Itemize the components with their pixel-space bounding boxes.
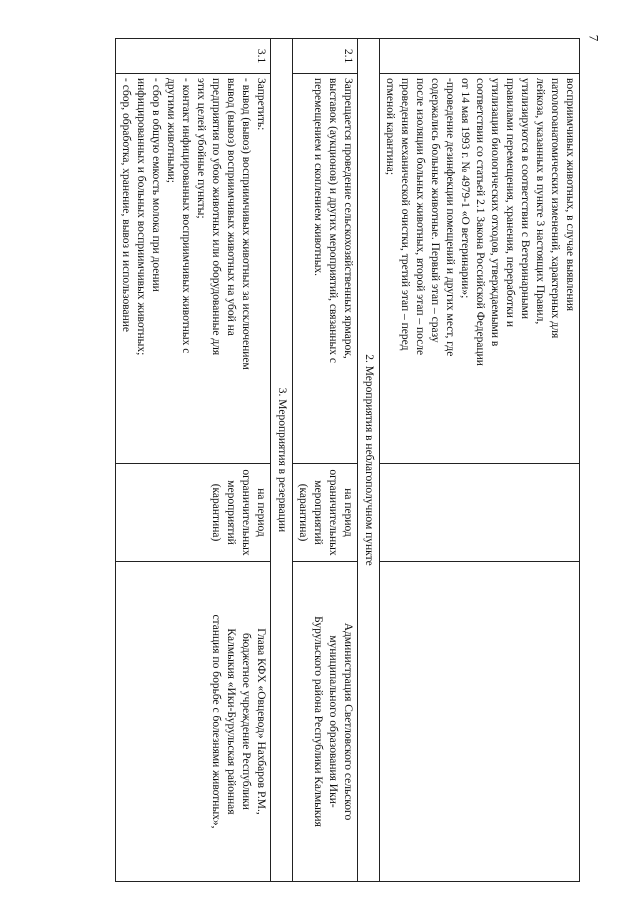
- term-text: [380, 464, 580, 562]
- measure-text-line: вывод (вывоз) восприимчивых животных на убой на: [225, 78, 237, 336]
- item-number: 2.1: [293, 39, 358, 74]
- item-number: 3.1: [116, 39, 271, 74]
- measure-text-line: утилизации биологических отходов, утверждаемыми в: [489, 78, 501, 347]
- term-text-line: на период: [342, 488, 354, 537]
- section-title: 2. Мероприятия в неблагополучном пункте: [358, 39, 380, 882]
- term-text-line: мероприятий: [225, 480, 237, 545]
- measure-text-line: перемещением и скоплением животных.: [312, 78, 324, 277]
- measure-text-line: этих целей убойные пункты;: [195, 78, 207, 219]
- measure-text-line: соответствии со статьей 2.1 Закона Российской Федерации: [474, 78, 486, 366]
- measure-text-line: отменой карантина;: [384, 78, 396, 176]
- responsible-text-line: Администрация Светловского сельского: [342, 622, 354, 821]
- measure-text-line: - сбор, обработка, хранение, вывоз и использование: [120, 78, 132, 332]
- responsible-text: [293, 562, 358, 882]
- measure-text-line: Запрещается проведение сельскохозяйственных ярмарок,: [342, 78, 354, 359]
- measure-text-line: выставок (аукционов) и других мероприятий, связанных с: [327, 78, 339, 364]
- measure-text: [293, 74, 358, 464]
- measure-text-line: утилизируются в соответствии с Ветеринарными: [519, 78, 531, 320]
- responsible-text: [116, 562, 271, 882]
- table-row: [116, 39, 271, 882]
- table-row: [380, 39, 580, 882]
- term-text-line: (карантина): [210, 483, 222, 542]
- measure-text-line: после изоляции больных животных, второй этап – после: [414, 78, 426, 356]
- section-header-row: [271, 39, 293, 882]
- measure-text-line: проведения механической очистки, третий этап – перед: [399, 78, 411, 351]
- measure-text-line: -проведение дезинфекции помещений и других мест, где: [444, 78, 456, 357]
- measure-text-line: предприятия по убою животных или оборудованные для: [210, 78, 222, 356]
- measure-text-line: правилами перемещения, хранения, переработки и: [504, 78, 516, 327]
- measure-text-line: восприимчивых животных, в случае выявления: [564, 78, 576, 312]
- term-text-line: ограничительных: [327, 469, 339, 556]
- responsible-text-line: Глава КФХ «Овцевод» Нахбаров Р.М.,: [255, 628, 267, 815]
- document-sheet: [60, 38, 580, 881]
- term-text: [293, 464, 358, 562]
- measure-text-line: другими животными;: [165, 78, 177, 183]
- responsible-text-line: бюджетное учреждение Республики: [240, 633, 252, 810]
- item-number: [380, 39, 580, 74]
- page-number: 7: [586, 34, 602, 42]
- measure-text: [116, 74, 271, 464]
- measure-text-line: инфицированных и больных восприимчивых животных;: [135, 78, 147, 356]
- measure-text-line: - вывод (вывоз) восприимчивых животных за исключением: [240, 78, 252, 370]
- term-text: [116, 464, 271, 562]
- measure-text-line: патологоанатомических изменений, характерных для: [549, 78, 561, 339]
- responsible-text-line: Калмыкия «Ики-Бурульская районная: [225, 628, 237, 815]
- responsible-text: [380, 562, 580, 882]
- measure-text: [380, 74, 580, 464]
- responsible-text-line: муниципального образования Ики-: [327, 635, 339, 808]
- measure-text-line: - сбор в общую емкость молока при доении: [150, 78, 162, 292]
- section-header-row: [358, 39, 380, 882]
- measure-text-line: содержались больные животные. Первый этап – сразу: [429, 78, 441, 343]
- measures-table-body: [116, 39, 580, 882]
- term-text-line: ограничительных: [240, 469, 252, 556]
- measure-text-line: от 14 мая 1993 г. № 4979-1 «О ветеринарии»;: [459, 78, 471, 299]
- responsible-text-line: станция по борьбе с болезнями животных»,: [210, 614, 222, 829]
- responsible-text-line: Бурульского района Республики Калмыкия: [312, 616, 324, 827]
- term-text-line: на период: [255, 488, 267, 537]
- term-text-line: мероприятий: [312, 480, 324, 545]
- section-title: 3. Мероприятия в резервации: [271, 39, 293, 882]
- measure-text-line: лейкоза, указанных в пункте 3 настоящих Правил,: [534, 78, 546, 325]
- table-row: [293, 39, 358, 882]
- measures-table: [115, 38, 580, 882]
- measure-text-line: - контакт инфицированных восприимчивых животных с: [180, 78, 192, 354]
- term-text-line: (карантина): [297, 483, 309, 542]
- measure-text-line: Запретить:: [255, 78, 267, 131]
